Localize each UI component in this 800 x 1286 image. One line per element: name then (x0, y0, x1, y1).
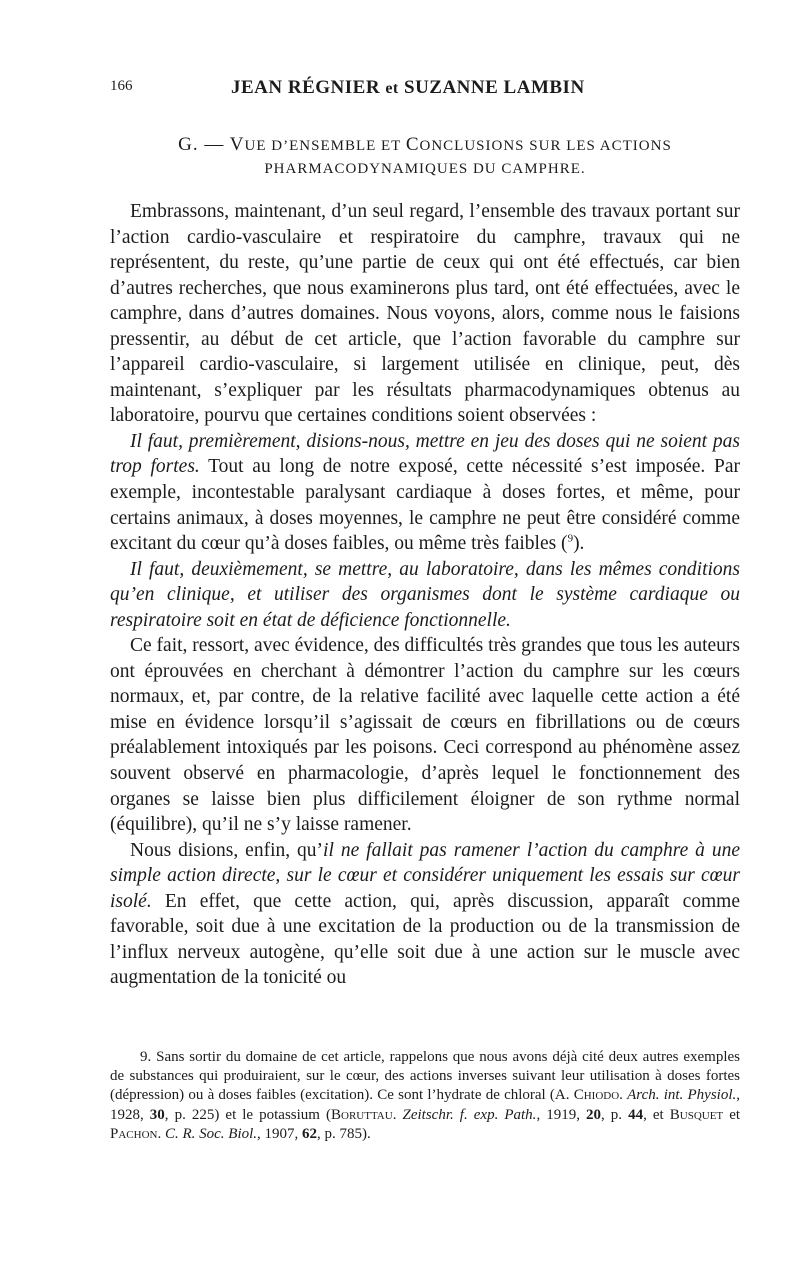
journal-1: Arch. int. Physiol. (627, 1087, 737, 1104)
author-busquet: Busquet (669, 1106, 724, 1123)
section-title-line-2: PHARMACODYNAMIQUES DU CAMPHRE. (264, 161, 586, 177)
page-number: 166 (110, 78, 133, 94)
paragraph-4: Ce fait, ressort, avec évidence, des difficultés très grandes que tous les auteurs ont éprouvées en cherchant à démontrer l’action du camphre sur les cœurs normaux, et, par contre, de la relative facilité avec laquelle cette action a été mise en évidence lorsqu’il s’agissait de cœurs en fibrillations ou de cœurs préalablement intoxiqués par les poisons. Ceci correspond au phénomène assez souvent observé en pharmacologie, d’après lequel le fonctionnement des organes se laisse bien plus difficilement éloigner de son rythme normal (équilibre), qu’il ne s’y laisse ramener. (110, 635, 740, 836)
author-2: SUZANNE LAMBIN (404, 77, 585, 98)
author-chiodo: Chiodo (573, 1087, 620, 1104)
section-title (110, 133, 740, 181)
author-pachon: Pachon (110, 1125, 158, 1142)
journal-2: Zeitschr. f. exp. Path. (402, 1106, 537, 1123)
running-head-authors (231, 77, 585, 99)
journal-3: C. R. Soc. Biol. (164, 1125, 258, 1142)
section-title-line-1: G. — VUE D’ENSEMBLE ET CONCLUSIONS SUR LES ACTIONS (178, 134, 672, 155)
footnote-ref: 9 (567, 532, 574, 545)
author-1: JEAN RÉGNIER (231, 77, 381, 98)
running-header (110, 78, 700, 102)
paragraph-5: Nous disions, enfin, qu’il ne fallait pas ramener l’action du camphre à une simple action directe, sur le cœur et considérer uniquement les essais sur cœur isolé. En effet, que cette action, qui, après discussion, apparaît comme favorable, soit due à une excitation de la production ou de la transmission de l’influx nerveux autogène, qu’elle soit due à une action sur le muscle avec augmentation de la tonicité ou (110, 839, 740, 989)
paragraph-3: Il faut, deuxièmement, se mettre, au laboratoire, dans les mêmes conditions qu’en clinique, et utiliser des organismes dont le système cardiaque ou respiratoire soit en état de déficience fonctionnelle. (110, 558, 740, 631)
body-text (110, 199, 740, 991)
footnote-9: 9. Sans sortir du domaine de cet article, rappelons que nous avons déjà cité deux autres exemples de substances qui produiraient, sur le cœur, des actions inverses suivant leur utilisation à doses fortes (dépression) ou à doses faibles (excitation). Ce sont l’hydrate de chloral (A. Chiodo. Arch. int. Physiol., 1928, 30, p. 225) et le potassium (Boruttau. Zeitschr. f. exp. Path., 1919, 20, p. 44, et Busquet et Pachon. C. R. Soc. Biol., 1907, 62, p. 785). (110, 1049, 741, 1142)
paragraph-2: Il faut, premièrement, disions-nous, mettre en jeu des doses qui ne soient pas trop fortes. Tout au long de notre exposé, cette nécessité s’est imposée. Par exemple, incontestable paralysant cardiaque à doses fortes, et même, pour certains animaux, à doses moyennes, le camphre ne peut être considéré comme excitant du cœur qu’à doses faibles, ou même très faibles ($^9$). (110, 430, 740, 555)
author-boruttau: Boruttau (331, 1106, 393, 1123)
author-conjunction: et (385, 80, 399, 97)
paragraph-1: Embrassons, maintenant, d’un seul regard, l’ensemble des travaux portant sur l’action cardio-vasculaire et respiratoire du camphre, travaux qui ne représentent, du reste, qu’une partie de ceux qui ont été effectués, car bien d’autres recherches, que nous examinerons plus tard, ont été effectuées, avec le camphre, dans d’autres domaines. Nous voyons, alors, comme nous le faisions pressentir, au début de cet article, que l’action favorable du camphre sur l’appareil cardio-vasculaire, si largement utilisée en clinique, peut, dès maintenant, s’expliquer par les résultats pharmacodynamiques obtenus au laboratoire, pourvu que certaines conditions soient observées : (110, 201, 740, 427)
